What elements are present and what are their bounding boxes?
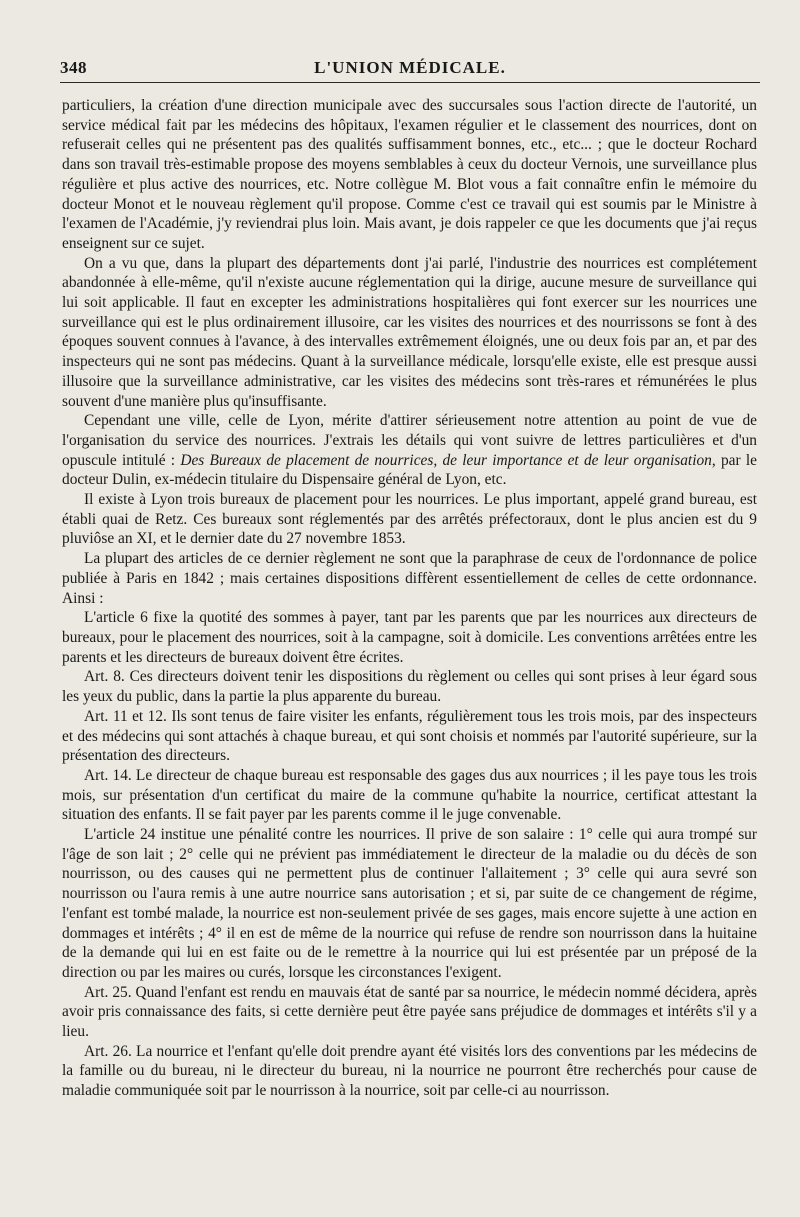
paragraph: particuliers, la création d'une direction municipale avec des succursales sous l'action directe de l'autorité, un service médical fait par les médecins des hôpitaux, l'examen régulier et le classement des nourrices, dont on refuserait celles qui ne présentent pas des qualités suffisamment bonnes, etc., etc... ; que le docteur Rochard dans son travail très-estimable propose des moyens semblables à ceux du docteur Vernois, une surveillance plus régulière et plus active des nourrices, etc. Notre collègue M. Blot vous a fait connaître enfin le mémoire du docteur Monot et le nouveau règlement qu'il propose. Comme c'est ce travail qui est soumis par le Ministre à l'examen de l'Académie, j'y reviendrai plus loin. Mais avant, je dois rappeler ce que les documents que j'ai reçus enseignent sur ce sujet. (62, 97, 757, 252)
cited-title: Des Bureaux de placement de nourrices, de leur importance et de leur organisation (180, 451, 712, 469)
paragraph-text: Cependant une ville, celle de Lyon, mérite d'attirer sérieusement notre attention au point de vue de l'organisation du service des nourrices. J'extrais les détails qui vont suivre de lettres particulières et d'un opuscule intitulé : (62, 412, 757, 469)
paragraph: Art. 8. Ces directeurs doivent tenir les dispositions du règlement ou celles qui sont prises à leur égard sous les yeux du public, dans la partie la plus apparente du bureau. (62, 668, 757, 706)
paragraph: Art. 25. Quand l'enfant est rendu en mauvais état de santé par sa nourrice, le médecin nommé décidera, après avoir pris connaissance des faits, si cette dernière peut être payée sans préjudice de dommages et intérêts s'il y a lieu. (62, 983, 757, 1041)
running-title: L'UNION MÉDICALE. (314, 58, 506, 77)
paragraph: On a vu que, dans la plupart des départements dont j'ai parlé, l'industrie des nourrices est complétement abandonnée à elle-même, qu'il n'existe aucune réglementation qui la dirige, aucune mesure de surveillance qui lui soit applicable. Il faut en excepter les administrations hospitalières qui font exercer sur les nourrices une surveillance qui est le plus ordinairement illusoire, car les visites des nourrices et des nourrissons se font à des époques souvent connues à l'avance, à des intervalles extrêmement éloignés, une ou deux fois par an, et par des inspecteurs qui ne sont pas médecins. Quant à la surveillance médicale, lorsqu'elle existe, elle est presque aussi illusoire que la surveillance administrative, car les visites des médecins sont très-rares et rémunérées le plus souvent d'une manière plus qu'insuffisante. (62, 254, 757, 410)
header-rule (60, 82, 760, 83)
paragraph: L'article 24 institue une pénalité contre les nourrices. Il prive de son salaire : 1° celle qui aura trompé sur l'âge de son lait ; 2° celle qui ne prévient pas immédiatement le directeur de la maladie ou du décès de son nourrisson, ou des causes qui ne permettent plus de continuer l'allaitement ; 3° celle qui aura sevré son nourrisson ou l'aura remis à une autre nourrice sans autorisation ; et si, par suite de ce changement de régime, l'enfant est tombé malade, la nourrice est non-seulement privée de ses gages, mais encore sujette à une action en dommages et intérêts ; 4° il en est de même de la nourrice qui refuse de rendre son nourrisson dans la huitaine de la demande qui lui en est faite ou de le remettre à la nourrice qui lui est présentée par un préposé de la direction ou par les maires ou curés, lorsque les circonstances l'exigent. (62, 826, 757, 981)
paragraph-text: , par le docteur Dulin, ex-médecin titulaire du Dispensaire général de Lyon, etc. (62, 451, 757, 489)
paragraph: La plupart des articles de ce dernier règlement ne sont que la paraphrase de ceux de l'ordonnance de police publiée à Paris en 1842 ; mais certaines dispositions diffèrent essentiellement de celles de cette ordonnance. Ainsi : (62, 550, 757, 607)
page-number: 348 (60, 58, 87, 77)
paragraph: Art. 26. La nourrice et l'enfant qu'elle doit prendre ayant été visités lors des conventions par les médecins de la famille ou du bureau, ni le directeur du bureau, ni la nourrice ne pourront être recherchés pour cause de maladie communiquée soit par le nourrisson à la nourrice, soit par celle-ci au nourrisson. (62, 1042, 757, 1100)
paragraph (62, 411, 757, 490)
paragraph: Il existe à Lyon trois bureaux de placement pour les nourrices. Le plus important, appelé grand bureau, est établi quai de Retz. Ces bureaux sont réglementés par des arrêtés préfectoraux, dont le plus ancien est du 9 pluviôse an XI, et le dernier date du 27 novembre 1853. (62, 491, 757, 548)
paragraph: L'article 6 fixe la quotité des sommes à payer, tant par les parents que par les nourrices aux directeurs de bureaux, pour le placement des nourrices, soit à la campagne, soit à domicile. Les conventions arrêtées entre les parents et les directeurs de bureaux doivent être écrites. (62, 609, 757, 666)
article-body (62, 96, 757, 1101)
paragraph: Art. 14. Le directeur de chaque bureau est responsable des gages dus aux nourrices ; il les paye tous les trois mois, sur présentation d'un certificat du maire de la commune qu'habite la nourrice, certificat attestant la situation des enfants. Il se fait payer par les parents comme il le juge convenable. (62, 766, 757, 824)
page-header (60, 58, 760, 80)
paragraph: Art. 11 et 12. Ils sont tenus de faire visiter les enfants, régulièrement tous les trois mois, par des inspecteurs et des médecins qui sont attachés à chaque bureau, et qui sont choisis et nommés par l'autorité supérieure, sur la présentation des directeurs. (62, 707, 757, 765)
